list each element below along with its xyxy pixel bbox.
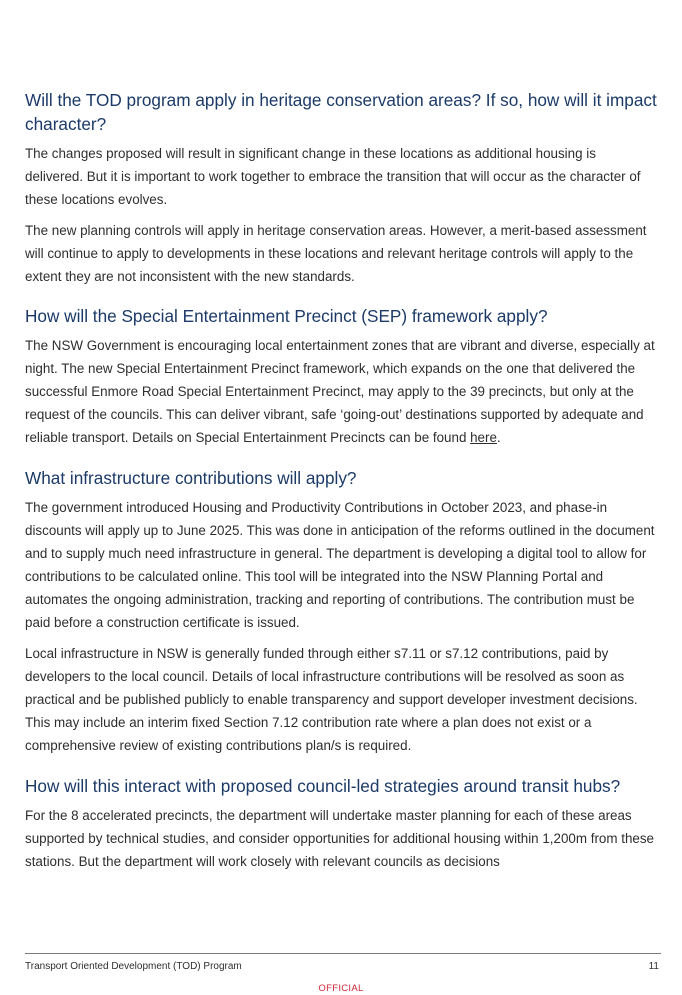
paragraph: The changes proposed will result in significant change in these locations as additional housing is delivered. But it is important to work together to embrace the transition that will occur as the character of these locations evolves. [25, 146, 641, 207]
section-infrastructure-contributions [25, 466, 657, 757]
paragraph: Local infrastructure in NSW is generally funded through either s7.11 or s7.12 contributions, paid by developers to the local council. Details of local infrastructure contributions will be resolved as soon as practical and be published publicly to enable transparency and support developer investment decisions. This may include an interim fixed Section 7.12 contribution rate where a plan does not exist or a comprehensive review of existing contributions plan/s is required. [25, 646, 638, 753]
footer-divider [25, 953, 661, 954]
footer-title: Transport Oriented Development (TOD) Program [25, 961, 242, 972]
paragraph [25, 334, 657, 449]
section-sep-framework [25, 304, 657, 449]
paragraph-text: The NSW Government is encouraging local entertainment zones that are vibrant and diverse, especially at night. The new Special Entertainment Precinct framework, which expands on the one that delivered the successful Enmore Road Special Entertainment Precinct, may apply to the 39 precincts, but only at the request of the councils. This can deliver vibrant, safe ‘going-out’ destinations supported by adequate and reliable transport. Details on Special Entertainment Precincts can be found [25, 338, 655, 445]
section-heritage [25, 88, 657, 288]
paragraph: For the 8 accelerated precincts, the department will undertake master planning for each of these areas supported by technical studies, and consider opportunities for additional housing within 1,200m from these stations. But the department will work closely with relevant councils as decisions [25, 808, 654, 869]
paragraph: The new planning controls will apply in heritage conservation areas. However, a merit-based assessment will continue to apply to developments in these locations and relevant heritage controls will apply to the extent they are not inconsistent with the new standards. [25, 223, 647, 284]
classification-label: OFFICIAL [318, 983, 364, 994]
sep-details-link[interactable]: here [470, 430, 497, 445]
paragraph-text-end: . [496, 430, 501, 445]
section-heading-council: How will this interact with proposed council-led strategies around transit hubs? [25, 776, 621, 796]
page-number: 11 [648, 961, 659, 972]
page-content [25, 88, 657, 890]
section-heading-contributions: What infrastructure contributions will apply? [25, 468, 357, 488]
section-heading-sep: How will the Special Entertainment Precinct (SEP) framework apply? [25, 306, 548, 326]
paragraph: The government introduced Housing and Productivity Contributions in October 2023, and phase-in discounts will apply up to June 2025. This was done in anticipation of the reforms outlined in the document and to supply much need infrastructure in general. The department is developing a digital tool to allow for contributions to be calculated online. This tool will be integrated into the NSW Planning Portal and automates the ongoing administration, tracking and reporting of contributions. The contribution must be paid before a construction certificate is issued. [25, 500, 655, 630]
section-council-strategies [25, 774, 657, 873]
section-heading-heritage: Will the TOD program apply in heritage conservation areas? If so, how will it impact character? [25, 90, 657, 134]
